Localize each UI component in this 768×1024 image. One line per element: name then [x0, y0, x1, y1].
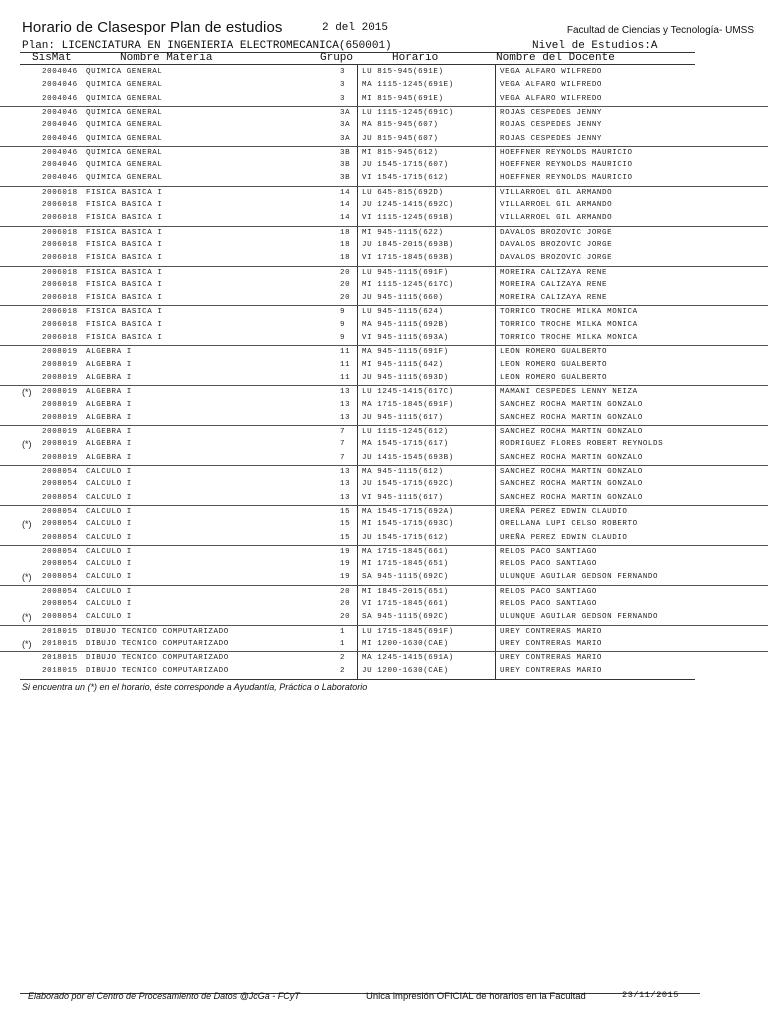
row-subject: QUIMICA GENERAL	[86, 68, 163, 76]
row-subject: FISICA BASICA I	[86, 240, 163, 249]
table-row	[0, 292, 768, 305]
row-schedule: JU 815-945(607)	[362, 134, 439, 143]
table-row	[0, 478, 768, 491]
row-subject: QUIMICA GENERAL	[86, 174, 163, 183]
row-code: 2004046	[42, 148, 78, 157]
row-schedule: JU 1545-1715(612)	[362, 533, 449, 542]
row-code: 2006018	[42, 240, 78, 249]
row-code: 2006018	[42, 294, 78, 303]
row-group: 18	[340, 228, 351, 237]
row-schedule: MI 1845-2015(651)	[362, 587, 449, 596]
row-teacher: VEGA ALFARO WILFREDO	[500, 94, 603, 103]
row-code: 2008054	[42, 507, 78, 516]
row-subject: FISICA BASICA I	[86, 201, 163, 209]
table-row	[0, 119, 768, 132]
row-code: 2006018	[42, 214, 78, 223]
row-code: 2004046	[42, 94, 78, 103]
row-schedule: VI 1545-1715(612)	[362, 174, 449, 183]
row-code: 2004046	[42, 81, 78, 90]
row-teacher: UREÑA PEREZ EDWIN CLAUDIO	[500, 507, 628, 516]
table-row	[0, 492, 768, 505]
row-schedule: MA 1245-1415(691A)	[362, 654, 454, 663]
row-teacher: MOREIRA CALIZAYA RENE	[500, 294, 608, 303]
row-code: 2006018	[42, 201, 78, 209]
table-row	[0, 625, 768, 639]
row-subject: ALGEBRA I	[86, 453, 132, 462]
row-subject: ALGEBRA I	[86, 373, 132, 382]
row-schedule: MI 945-1115(622)	[362, 228, 444, 237]
row-schedule: MA 1715-1845(661)	[362, 547, 449, 556]
row-group: 20	[340, 294, 351, 303]
row-code: 2008019	[42, 428, 78, 437]
row-schedule: JU 945-1115(617)	[362, 413, 444, 422]
table-row	[0, 305, 768, 319]
table-row	[0, 133, 768, 146]
table-row	[0, 665, 768, 678]
row-code: 2008019	[42, 348, 78, 357]
row-schedule: MA 945-1115(612)	[362, 468, 444, 476]
row-subject: ALGEBRA I	[86, 388, 132, 397]
row-subject: DIBUJO TECNICO COMPUTARIZADO	[86, 639, 229, 648]
row-schedule: MA 1545-1715(692A)	[362, 507, 454, 516]
column-header-teacher: Nombre del Docente	[496, 52, 615, 64]
row-group: 20	[340, 587, 351, 596]
table-bottom-rule	[20, 679, 695, 680]
table-row	[0, 372, 768, 385]
row-schedule: MI 1200-1630(CAE)	[362, 639, 449, 648]
row-teacher: RODRIGUEZ FLORES ROBERT REYNOLDS	[500, 440, 664, 449]
row-schedule: JU 1845-2015(693B)	[362, 240, 454, 249]
faculty-name: Facultad de Ciencias y Tecnología- UMSS	[566, 25, 754, 36]
row-subject: ALGEBRA I	[86, 348, 132, 357]
row-subject: FISICA BASICA I	[86, 214, 163, 223]
row-schedule: MA 815-945(607)	[362, 121, 439, 130]
row-teacher: SANCHEZ ROCHA MARTIN GONZALO	[500, 400, 643, 409]
table-row	[0, 425, 768, 439]
table-row	[0, 106, 768, 120]
row-schedule: MA 945-1115(692B)	[362, 320, 449, 329]
row-group: 11	[340, 373, 351, 382]
row-code: 2008054	[42, 533, 78, 542]
row-teacher: RELOS PACO SANTIAGO	[500, 587, 597, 596]
row-group: 13	[340, 388, 351, 397]
row-teacher: TORRICO TROCHE MILKA MONICA	[500, 308, 638, 317]
row-schedule: LU 1115-1245(691C)	[362, 108, 454, 117]
row-schedule: JU 1545-1715(692C)	[362, 480, 454, 489]
row-schedule: JU 945-1115(660)	[362, 294, 444, 303]
row-code: 2008019	[42, 373, 78, 382]
row-code: 2004046	[42, 161, 78, 170]
column-header-schedule: Horario	[392, 52, 439, 64]
row-group: 7	[340, 453, 346, 462]
row-schedule: MA 1115-1245(691E)	[362, 81, 454, 90]
row-subject: ALGEBRA I	[86, 413, 132, 422]
row-group: 19	[340, 573, 351, 582]
row-subject: QUIMICA GENERAL	[86, 108, 163, 117]
row-code: 2008054	[42, 560, 78, 569]
row-code: 2004046	[42, 108, 78, 117]
row-subject: CALCULO I	[86, 507, 132, 516]
footer-official-note: Unica impresión OFICIAL de horarios en la Facultad	[366, 991, 586, 1002]
row-subject: FISICA BASICA I	[86, 334, 163, 342]
table-row	[0, 212, 768, 225]
row-subject: CALCULO I	[86, 587, 132, 596]
row-schedule: JU 1415-1545(693B)	[362, 453, 454, 462]
page-title: Horario de Clasespor Plan de estudios	[22, 19, 283, 36]
row-code: 2008054	[42, 587, 78, 596]
row-group: 20	[340, 280, 351, 289]
row-code: 2008019	[42, 360, 78, 369]
page-number: 2 del 2015	[322, 22, 389, 34]
row-group: 13	[340, 413, 351, 422]
column-header-code: SisMat	[32, 52, 72, 64]
row-teacher: SANCHEZ ROCHA MARTIN GONZALO	[500, 480, 643, 489]
row-teacher: UREY CONTRERAS MARIO	[500, 654, 603, 663]
table-row	[0, 465, 768, 479]
row-code: 2008019	[42, 413, 78, 422]
row-group: 2	[340, 654, 346, 663]
row-schedule: LU 945-1115(691F)	[362, 268, 449, 277]
row-group: 3A	[340, 108, 351, 117]
table-row	[0, 199, 768, 212]
row-teacher: MOREIRA CALIZAYA RENE	[500, 280, 608, 289]
row-group: 2	[340, 666, 346, 675]
row-code: 2004046	[42, 174, 78, 183]
row-subject: FISICA BASICA I	[86, 308, 163, 317]
row-teacher: DAVALOS BROZOVIC JORGE	[500, 254, 613, 263]
row-teacher: VEGA ALFARO WILFREDO	[500, 81, 603, 90]
row-schedule: MI 1115-1245(617C)	[362, 280, 454, 289]
row-subject: FISICA BASICA I	[86, 280, 163, 289]
row-subject: FISICA BASICA I	[86, 188, 163, 197]
row-subject: QUIMICA GENERAL	[86, 134, 163, 143]
row-code: 2008019	[42, 440, 78, 449]
row-mark: (*)	[22, 387, 32, 398]
row-group: 11	[340, 360, 351, 369]
row-subject: FISICA BASICA I	[86, 254, 163, 263]
table-row	[0, 332, 768, 345]
row-schedule: MI 815-945(612)	[362, 148, 439, 157]
row-subject: CALCULO I	[86, 613, 132, 622]
row-group: 14	[340, 201, 351, 209]
row-group: 13	[340, 400, 351, 409]
table-row	[0, 239, 768, 252]
table-row	[0, 146, 768, 160]
row-schedule: MI 1715-1845(651)	[362, 560, 449, 569]
row-teacher: ORELLANA LUPI CELSO ROBERTO	[500, 520, 638, 529]
table-row	[0, 385, 768, 399]
row-teacher: LEON ROMERO GUALBERTO	[500, 373, 608, 382]
row-code: 2004046	[42, 134, 78, 143]
row-teacher: ROJAS CESPEDES JENNY	[500, 108, 603, 117]
row-group: 3	[340, 81, 346, 90]
row-subject: DIBUJO TECNICO COMPUTARIZADO	[86, 666, 229, 675]
row-teacher: RELOS PACO SANTIAGO	[500, 560, 597, 569]
row-group: 19	[340, 547, 351, 556]
row-subject: DIBUJO TECNICO COMPUTARIZADO	[86, 627, 229, 636]
row-subject: QUIMICA GENERAL	[86, 81, 163, 90]
row-teacher: TORRICO TROCHE MILKA MONICA	[500, 334, 638, 342]
row-teacher: VEGA ALFARO WILFREDO	[500, 68, 603, 76]
row-subject: ALGEBRA I	[86, 400, 132, 409]
row-group: 14	[340, 214, 351, 223]
row-subject: FISICA BASICA I	[86, 268, 163, 277]
row-code: 2008019	[42, 453, 78, 462]
table-row	[0, 93, 768, 106]
table-row	[0, 359, 768, 372]
row-teacher: HOEFFNER REYNOLDS MAURICIO	[500, 161, 633, 170]
row-code: 2008054	[42, 468, 78, 476]
row-group: 7	[340, 440, 346, 449]
row-teacher: LEON ROMERO GUALBERTO	[500, 348, 608, 357]
table-row	[0, 571, 768, 584]
row-group: 7	[340, 428, 346, 437]
row-schedule: JU 945-1115(693D)	[362, 373, 449, 382]
row-subject: FISICA BASICA I	[86, 294, 163, 303]
row-schedule: JU 1545-1715(607)	[362, 161, 449, 170]
row-schedule: LU 1115-1245(612)	[362, 428, 449, 437]
row-schedule: LU 645-815(692D)	[362, 188, 444, 197]
table-row	[0, 532, 768, 545]
row-subject: CALCULO I	[86, 573, 132, 582]
row-teacher: UREÑA PEREZ EDWIN CLAUDIO	[500, 533, 628, 542]
row-code: 2018015	[42, 666, 78, 675]
row-group: 18	[340, 240, 351, 249]
row-subject: QUIMICA GENERAL	[86, 148, 163, 157]
table-row	[0, 638, 768, 651]
row-subject: CALCULO I	[86, 600, 132, 608]
table-row	[0, 186, 768, 200]
table-row	[0, 252, 768, 265]
row-group: 14	[340, 188, 351, 197]
row-code: 2018015	[42, 639, 78, 648]
row-subject: CALCULO I	[86, 468, 132, 476]
row-teacher: SANCHEZ ROCHA MARTIN GONZALO	[500, 493, 643, 502]
row-subject: QUIMICA GENERAL	[86, 121, 163, 130]
row-code: 2006018	[42, 308, 78, 317]
row-group: 15	[340, 520, 351, 529]
column-header-group: Grupo	[320, 52, 354, 64]
row-schedule: VI 945-1115(693A)	[362, 334, 449, 342]
row-group: 3B	[340, 148, 351, 157]
row-subject: FISICA BASICA I	[86, 228, 163, 237]
row-group: 11	[340, 348, 351, 357]
table-row	[0, 79, 768, 92]
row-group: 15	[340, 507, 351, 516]
row-group: 13	[340, 468, 351, 476]
row-teacher: RELOS PACO SANTIAGO	[500, 600, 597, 608]
row-group: 3B	[340, 161, 351, 170]
row-group: 9	[340, 308, 346, 317]
row-schedule: VI 1715-1845(693B)	[362, 254, 454, 263]
row-group: 3	[340, 94, 346, 103]
row-schedule: VI 1115-1245(691B)	[362, 214, 454, 223]
row-teacher: MAMANI CESPEDES LENNY NEIZA	[500, 388, 638, 397]
row-group: 13	[340, 493, 351, 502]
table-row	[0, 266, 768, 280]
row-group: 20	[340, 268, 351, 277]
row-mark: (*)	[22, 439, 32, 450]
row-subject: ALGEBRA I	[86, 428, 132, 437]
row-schedule: SA 945-1115(692C)	[362, 613, 449, 622]
row-subject: CALCULO I	[86, 547, 132, 556]
table-row	[0, 399, 768, 412]
row-schedule: MI 815-945(691E)	[362, 94, 444, 103]
row-subject: CALCULO I	[86, 560, 132, 569]
row-subject: DIBUJO TECNICO COMPUTARIZADO	[86, 654, 229, 663]
row-teacher: TORRICO TROCHE MILKA MONICA	[500, 320, 638, 329]
row-schedule: LU 1715-1845(691F)	[362, 627, 454, 636]
table-row	[0, 412, 768, 425]
table-row	[0, 66, 768, 79]
row-teacher: HOEFFNER REYNOLDS MAURICIO	[500, 148, 633, 157]
row-group: 19	[340, 560, 351, 569]
row-code: 2006018	[42, 268, 78, 277]
row-code: 2008054	[42, 493, 78, 502]
footer-credit: Elaborado por el Centro de Procesamiento de Datos @JcGa - FCyT	[28, 991, 300, 1001]
row-code: 2004046	[42, 68, 78, 76]
row-subject: QUIMICA GENERAL	[86, 161, 163, 170]
row-group: 1	[340, 627, 346, 636]
row-code: 2006018	[42, 320, 78, 329]
table-row	[0, 279, 768, 292]
row-group: 9	[340, 320, 346, 329]
table-row	[0, 172, 768, 185]
row-teacher: ULUNQUE AGUILAR GEDSON FERNANDO	[500, 613, 659, 622]
row-code: 2006018	[42, 254, 78, 263]
table-row	[0, 651, 768, 665]
row-code: 2006018	[42, 334, 78, 342]
row-schedule: MA 1715-1845(691F)	[362, 400, 454, 409]
row-group: 20	[340, 613, 351, 622]
table-row	[0, 438, 768, 451]
row-teacher: ULUNQUE AGUILAR GEDSON FERNANDO	[500, 573, 659, 582]
row-code: 2008054	[42, 520, 78, 529]
table-row	[0, 452, 768, 465]
row-code: 2008019	[42, 400, 78, 409]
row-code: 2006018	[42, 280, 78, 289]
row-teacher: RELOS PACO SANTIAGO	[500, 547, 597, 556]
row-teacher: SANCHEZ ROCHA MARTIN GONZALO	[500, 468, 643, 476]
row-group: 15	[340, 533, 351, 542]
row-group: 13	[340, 480, 351, 489]
row-schedule: JU 1200-1630(CAE)	[362, 666, 449, 675]
row-schedule: MA 945-1115(691F)	[362, 348, 449, 357]
row-code: 2004046	[42, 121, 78, 130]
row-schedule: LU 945-1115(624)	[362, 308, 444, 317]
row-teacher: DAVALOS BROZOVIC JORGE	[500, 228, 613, 237]
footnote: Si encuentra un (*) en el horario, éste corresponde a Ayudantía, Práctica o Laboratorio	[22, 682, 368, 692]
table-row	[0, 226, 768, 240]
row-subject: CALCULO I	[86, 520, 132, 529]
table-row	[0, 585, 768, 599]
row-code: 2008054	[42, 600, 78, 608]
row-code: 2008054	[42, 573, 78, 582]
table-row	[0, 319, 768, 332]
row-subject: CALCULO I	[86, 480, 132, 489]
row-schedule: LU 815-945(691E)	[362, 68, 444, 76]
row-code: 2008054	[42, 547, 78, 556]
row-subject: QUIMICA GENERAL	[86, 94, 163, 103]
row-teacher: LEON ROMERO GUALBERTO	[500, 360, 608, 369]
row-schedule: MA 1545-1715(617)	[362, 440, 449, 449]
nivel-label: Nivel de Estudios:A	[532, 40, 658, 52]
row-mark: (*)	[22, 638, 32, 649]
row-teacher: ROJAS CESPEDES JENNY	[500, 134, 603, 143]
row-code: 2008054	[42, 613, 78, 622]
row-subject: CALCULO I	[86, 533, 132, 542]
row-schedule: VI 945-1115(617)	[362, 493, 444, 502]
table-row	[0, 611, 768, 624]
row-group: 9	[340, 334, 346, 342]
row-code: 2008019	[42, 388, 78, 397]
row-teacher: VILLARROEL GIL ARMANDO	[500, 188, 613, 197]
row-code: 2018015	[42, 654, 78, 663]
table-row	[0, 345, 768, 359]
row-teacher: UREY CONTRERAS MARIO	[500, 639, 603, 648]
row-group: 20	[340, 600, 351, 608]
row-teacher: SANCHEZ ROCHA MARTIN GONZALO	[500, 413, 643, 422]
row-group: 18	[340, 254, 351, 263]
row-teacher: MOREIRA CALIZAYA RENE	[500, 268, 608, 277]
row-subject: FISICA BASICA I	[86, 320, 163, 329]
row-mark: (*)	[22, 519, 32, 530]
row-schedule: LU 1245-1415(617C)	[362, 388, 454, 397]
row-schedule: SA 945-1115(692C)	[362, 573, 449, 582]
column-header-name: Nombre Materia	[120, 52, 213, 64]
row-teacher: DAVALOS BROZOVIC JORGE	[500, 240, 613, 249]
row-mark: (*)	[22, 612, 32, 623]
table-row	[0, 159, 768, 172]
row-subject: CALCULO I	[86, 493, 132, 502]
table-row	[0, 505, 768, 519]
row-subject: ALGEBRA I	[86, 360, 132, 369]
row-schedule: MI 1545-1715(693C)	[362, 520, 454, 529]
row-teacher: SANCHEZ ROCHA MARTIN GONZALO	[500, 428, 643, 437]
plan-label: Plan: LICENCIATURA EN INGENIERIA ELECTROMECANICA(650001)	[22, 40, 392, 52]
row-code: 2006018	[42, 188, 78, 197]
row-schedule: JU 1245-1415(692C)	[362, 201, 454, 209]
row-teacher: VILLARROEL GIL ARMANDO	[500, 201, 613, 209]
row-subject: ALGEBRA I	[86, 440, 132, 449]
row-group: 3	[340, 68, 346, 76]
row-group: 1	[340, 639, 346, 648]
row-teacher: HOEFFNER REYNOLDS MAURICIO	[500, 174, 633, 183]
table-row	[0, 518, 768, 531]
row-teacher: SANCHEZ ROCHA MARTIN GONZALO	[500, 453, 643, 462]
row-code: 2008054	[42, 480, 78, 489]
table-row	[0, 545, 768, 559]
table-row	[0, 598, 768, 611]
row-code: 2006018	[42, 228, 78, 237]
row-teacher: UREY CONTRERAS MARIO	[500, 666, 603, 675]
row-code: 2018015	[42, 627, 78, 636]
row-group: 3A	[340, 121, 351, 130]
footer-date: 23/11/2015	[622, 990, 680, 1000]
row-teacher: UREY CONTRERAS MARIO	[500, 627, 603, 636]
row-group: 3A	[340, 134, 351, 143]
table-row	[0, 558, 768, 571]
row-schedule: VI 1715-1845(661)	[362, 600, 449, 608]
row-group: 3B	[340, 174, 351, 183]
row-mark: (*)	[22, 572, 32, 583]
row-teacher: ROJAS CESPEDES JENNY	[500, 121, 603, 130]
row-schedule: MI 945-1115(642)	[362, 360, 444, 369]
row-teacher: VILLARROEL GIL ARMANDO	[500, 214, 613, 223]
